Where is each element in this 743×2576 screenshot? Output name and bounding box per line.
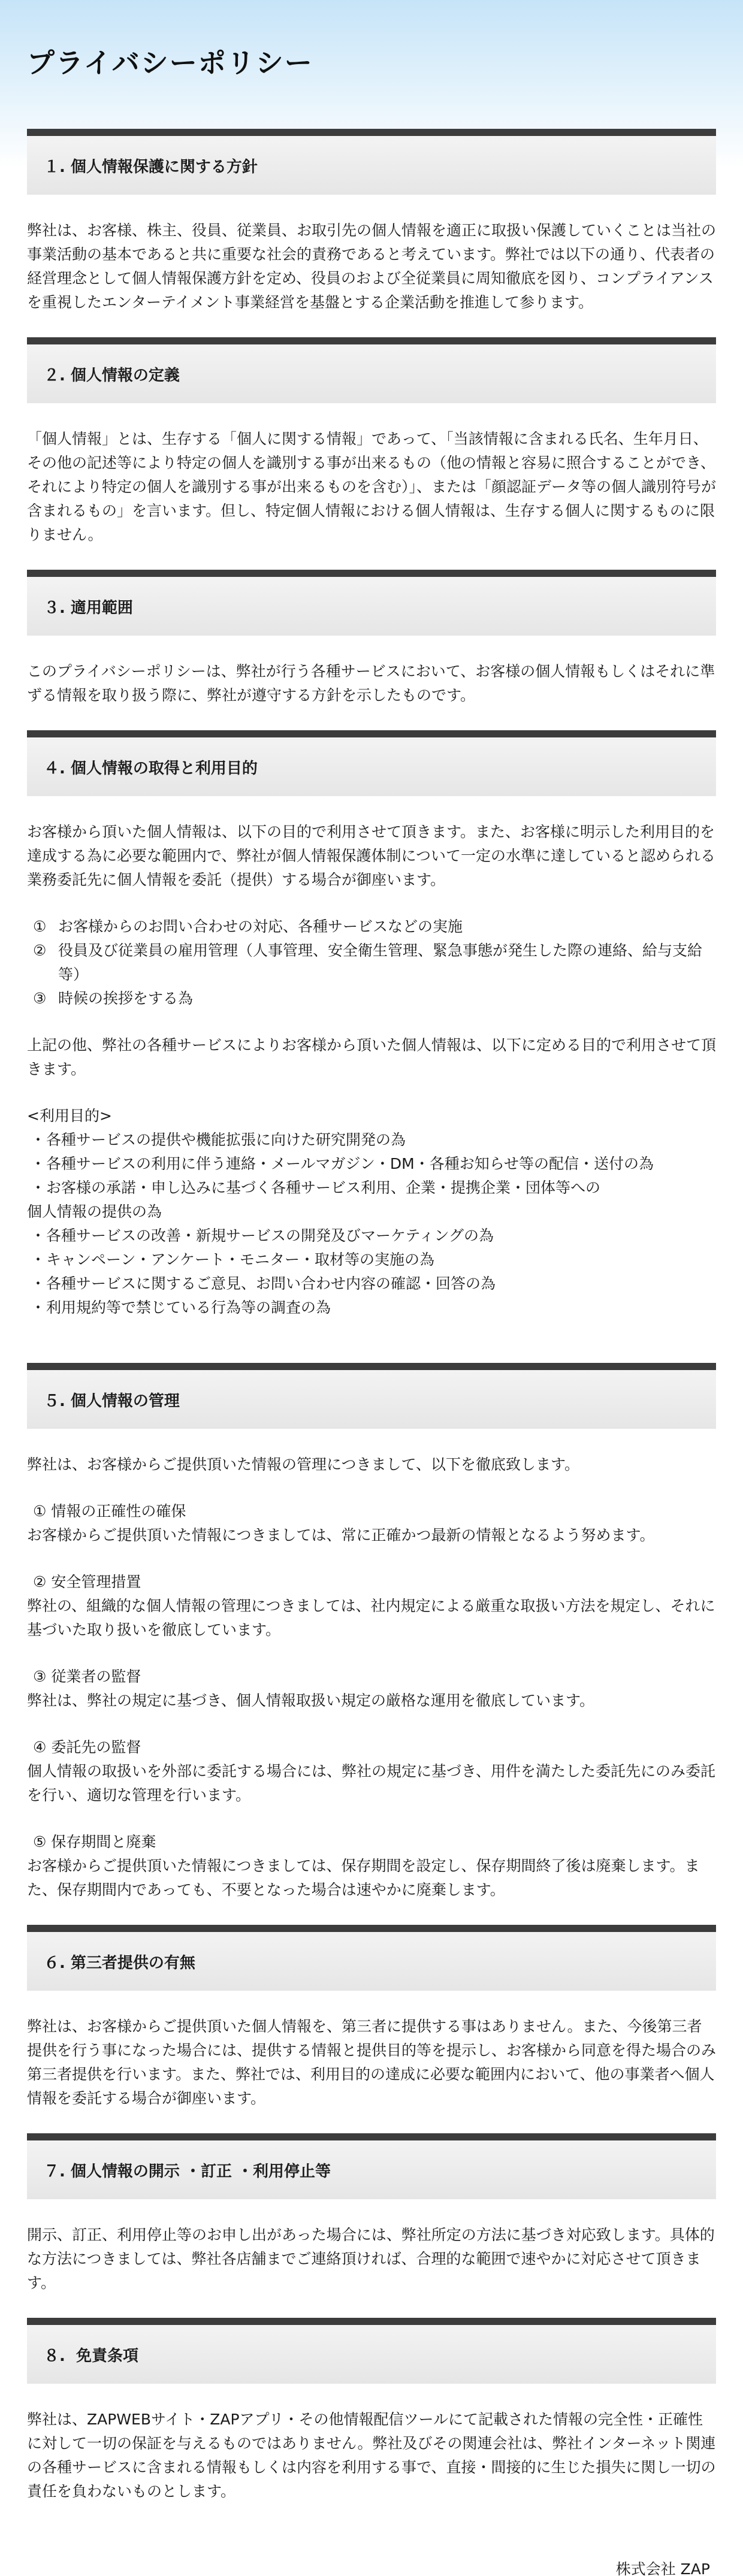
bullet: ・ bbox=[31, 1179, 46, 1196]
sub-body: お客様からご提供頂いた情報につきましては、常に正確かつ最新の情報となるよう努めます。 bbox=[27, 1526, 655, 1544]
section-paragraph: このプライバシーポリシーは、弊社が行う各種サービスにおいて、お客様の個人情報もしくはそれに準ずる情報を取り扱う際に、弊社が遵守する方針を示したものです。 bbox=[27, 663, 715, 704]
list-text: 時候の挨拶をする為 bbox=[58, 990, 194, 1007]
section-management bbox=[27, 1363, 716, 1902]
page-title: プライバシーポリシー bbox=[27, 47, 313, 79]
section-header bbox=[27, 2133, 716, 2199]
sub-body: 弊社の、組織的な個人情報の管理につきましては、社内規定による厳重な取扱い方法を規定し、それに基づいた取り扱いを徹底しています。 bbox=[27, 1597, 715, 1638]
section-header bbox=[27, 1363, 716, 1429]
section-heading: ２. 個人情報の定義 bbox=[44, 366, 180, 385]
section-paragraph: 弊社は、お客様からご提供頂いた個人情報を、第三者に提供する事はありません。また、今後第三者提供を行う事になった場合には、提供する情報と提供目的等を提示し、お客様から同意を得た場合のみ第三者提供を行います。また、弊社では、利用目的の達成に必要な範囲内において、他の事業者へ個人情報を委託する場合が御座います。 bbox=[27, 2018, 717, 2107]
list-text: お客様からのお問い合わせの対応、各種サービスなどの実施 bbox=[58, 918, 463, 935]
section-heading: ７. 個人情報の開示 ・訂正 ・利用停止等 bbox=[44, 2162, 331, 2181]
numbered-list bbox=[27, 915, 716, 1011]
purpose-label: <利用目的> bbox=[27, 1107, 112, 1124]
sub-title: ① 情報の正確性の確保 bbox=[33, 1502, 186, 1520]
section-acquisition-purpose bbox=[27, 730, 716, 1343]
section-definition bbox=[27, 337, 716, 547]
list-item bbox=[27, 1224, 716, 1248]
list-item bbox=[27, 939, 716, 987]
list-text: お客様の承諾・申し込みに基づく各種サービス利用、企業・提携企業・団体等への bbox=[46, 1179, 601, 1196]
section-paragraph: 弊社は、ZAPWEBサイト・ZAPアプリ・その他情報配信ツールにて記載された情報の完全性・正確性に対して一切の保証を与えるものではありません。弊社及びその関連会社は、弊社インターネット関連の各種サービスに含まれる情報もしくは内容を利用する事で、直接・間接的に生じた損失に関し一切の責任を負わないものとします。 bbox=[27, 2411, 716, 2500]
list-text: 個人情報の提供の為 bbox=[27, 1203, 162, 1220]
section-paragraph: 開示、訂正、利用停止等のお申し出があった場合には、弊社所定の方法に基づき対応致します。具体的な方法につきましては、弊社各店舗までご連絡頂ければ、合理的な範囲で速やかに対応させて頂きます。 bbox=[27, 2226, 715, 2291]
section-paragraph: 上記の他、弊社の各種サービスによりお客様から頂いた個人情報は、以下に定める目的で利用させて頂きます。 bbox=[27, 1036, 717, 1078]
sub-body: お客様からご提供頂いた情報につきましては、保存期間を設定し、保存期間終了後は廃棄します。また、保存期間内であっても、不要となった場合は速やかに廃棄します。 bbox=[27, 1857, 700, 1898]
bullet: ・ bbox=[31, 1275, 46, 1292]
sub-title: ② 安全管理措置 bbox=[33, 1573, 141, 1591]
section-paragraph: 「個人情報」とは、生存する「個人に関する情報」であって、「当該情報に含まれる氏名、生年月日、その他の記述等により特定の個人を識別する事が出来るもの（他の情報と容易に照合することができ、それにより特定の個人を識別する事が出来るものを含む）」、または「顔認証データ等の個人識別符号が含まれるもの」を言います。但し、特定個人情報における個人情報は、生存する個人に関するものに限りません。 bbox=[27, 430, 717, 543]
list-text: 各種サービスの提供や機能拡張に向けた研究開発の為 bbox=[46, 1131, 406, 1148]
section-header bbox=[27, 337, 716, 403]
list-item bbox=[27, 1248, 716, 1272]
section-intro: お客様から頂いた個人情報は、以下の目的で利用させて頂きます。また、お客様に明示した利用目的を達成する為に必要な範囲内で、弊社が個人情報保護体制について一定の水準に達していると認められる業務委託先に個人情報を委託（提供）する場合が御座います。 bbox=[27, 823, 716, 888]
list-item bbox=[27, 1176, 716, 1200]
section-scope bbox=[27, 570, 716, 708]
section-header bbox=[27, 2318, 716, 2384]
section-disclosure bbox=[27, 2133, 716, 2295]
sub-body: 弊社は、弊社の規定に基づき、個人情報取扱い規定の厳格な運用を徹底しています。 bbox=[27, 1692, 595, 1709]
bullet: ・ bbox=[31, 1251, 46, 1268]
sub-title: ③ 従業者の監督 bbox=[33, 1668, 141, 1685]
section-header bbox=[27, 570, 716, 636]
section-header bbox=[27, 1925, 716, 1991]
list-item bbox=[27, 1152, 716, 1176]
section-heading: ６. 第三者提供の有無 bbox=[44, 1954, 195, 1972]
bullet: ・ bbox=[31, 1131, 46, 1148]
list-item bbox=[27, 1296, 716, 1320]
list-text: 利用規約等で禁じている行為等の調査の為 bbox=[46, 1299, 331, 1316]
section-third-party bbox=[27, 1925, 716, 2111]
list-item bbox=[27, 1200, 716, 1224]
list-number: ① bbox=[33, 918, 47, 935]
list-item bbox=[27, 987, 716, 1011]
list-text: 各種サービスの改善・新規サービスの開発及びマーケティングの為 bbox=[46, 1227, 494, 1244]
list-text: 役員及び従業員の雇用管理（人事管理、安全衛生管理、緊急事態が発生した際の連絡、給与支給等） bbox=[58, 942, 703, 983]
purpose-list bbox=[27, 1128, 716, 1320]
section-heading: １. 個人情報保護に関する方針 bbox=[44, 158, 258, 176]
list-item bbox=[27, 1272, 716, 1296]
list-text: 各種サービスに関するご意見、お問い合わせ内容の確認・回答の為 bbox=[46, 1275, 496, 1292]
list-item bbox=[27, 915, 716, 939]
bullet: ・ bbox=[31, 1227, 46, 1244]
sub-title: ④ 委託先の監督 bbox=[33, 1739, 141, 1756]
list-text: 各種サービスの利用に伴う連絡・メールマガジン・DM・各種お知らせ等の配信・送付の為 bbox=[46, 1155, 654, 1172]
section-header bbox=[27, 129, 716, 195]
list-number: ② bbox=[33, 942, 47, 959]
list-number: ③ bbox=[33, 990, 47, 1007]
management-item bbox=[27, 1830, 716, 1902]
section-header bbox=[27, 730, 716, 796]
management-item bbox=[27, 1736, 716, 1807]
bullet: ・ bbox=[31, 1299, 46, 1316]
sub-title: ⑤ 保存期間と廃棄 bbox=[33, 1833, 156, 1851]
section-heading: ３. 適用範囲 bbox=[44, 598, 133, 617]
management-item bbox=[27, 1665, 716, 1713]
bullet: ・ bbox=[31, 1155, 46, 1172]
section-policy bbox=[27, 129, 716, 315]
sub-body: 個人情報の取扱いを外部に委託する場合には、弊社の規定に基づき、用件を満たした委託先にのみ委託を行い、適切な管理を行います。 bbox=[27, 1762, 716, 1804]
company-signature: 株式会社 ZAP bbox=[615, 2560, 710, 2576]
list-text: キャンペーン・アンケート・モニター・取材等の実施の為 bbox=[46, 1251, 435, 1268]
section-heading: ５. 個人情報の管理 bbox=[44, 1392, 180, 1410]
section-intro: 弊社は、お客様からご提供頂いた情報の管理につきまして、以下を徹底致します。 bbox=[27, 1456, 580, 1473]
section-heading: ４. 個人情報の取得と利用目的 bbox=[44, 759, 258, 778]
section-paragraph: 弊社は、お客様、株主、役員、従業員、お取引先の個人情報を適正に取扱い保護していくことは当社の事業活動の基本であると共に重要な社会的責務であると考えています。弊社では以下の通り、代表者の経営理念として個人情報保護方針を定め、役員のおよび全従業員に周知徹底を図り、コンプライアンスを重視したエンターテイメント事業経営を基盤とする企業活動を推進して参ります。 bbox=[27, 222, 717, 311]
management-item bbox=[27, 1499, 716, 1547]
section-heading: ８. 免責条項 bbox=[44, 2347, 138, 2365]
list-item bbox=[27, 1128, 716, 1152]
section-disclaimer bbox=[27, 2318, 716, 2504]
management-item bbox=[27, 1570, 716, 1642]
